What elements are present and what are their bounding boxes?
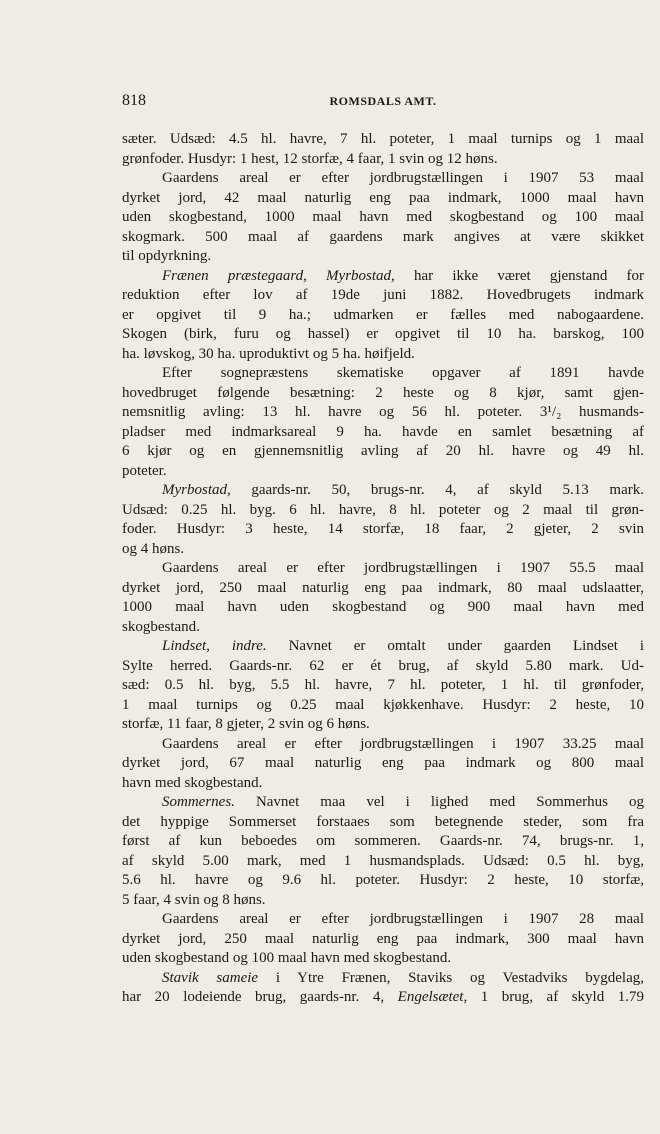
line-text: Gaardens areal er efter jordbrugstællingen i 1907 33.25 maal (162, 735, 644, 752)
line-text: grønfoder. Husdyr: 1 hest, 12 storfæ, 4 faar, 1 svin og 12 høns. (122, 150, 498, 167)
text-line (122, 228, 644, 248)
text-line (122, 208, 644, 228)
line-text: foder. Husdyr: 3 heste, 14 storfæ, 18 faar, 2 gjeter, 2 svin (122, 521, 644, 537)
text-line (122, 306, 644, 326)
line-text: storfæ, 11 faar, 8 gjeter, 2 svin og 6 høns. (122, 716, 370, 732)
line-text: poteter. (122, 462, 167, 479)
text-line (122, 403, 644, 423)
page-body-text (122, 130, 644, 1008)
line-text: nemsnitlig avling: 13 hl. havre og 56 hl. poteter. 3¹/₂ husmands- (122, 404, 644, 420)
text-line (122, 559, 644, 579)
page-number: 818 (122, 92, 146, 109)
text-line (122, 520, 644, 540)
text-line (122, 891, 644, 911)
line-text: hovedbruget følgende besætning: 2 heste og 8 kjør, samt gjen- (122, 384, 644, 401)
line-text: Udsæd: 0.25 hl. byg. 6 hl. havre, 8 hl. poteter og 2 maal til grøn- (122, 501, 644, 518)
line-text: uden skogbestand, 1000 maal havn med skogbestand og 100 maal (122, 209, 644, 225)
text-line (122, 871, 644, 891)
text-line (122, 813, 644, 833)
line-text: Gaardens areal er efter jordbrugstællingen i 1907 53 maal (162, 170, 644, 186)
text-line (122, 832, 644, 852)
line-text: Gaardens areal er efter jordbrugstællingen i 1907 55.5 maal (162, 560, 644, 576)
text-line (122, 462, 644, 482)
italic-name: Engelsætet, (397, 989, 468, 1005)
line-text: Gaardens areal er efter jordbrugstællingen i 1907 28 maal (162, 911, 644, 927)
text-line (122, 696, 644, 716)
text-line (122, 988, 644, 1008)
text-line (122, 793, 644, 813)
line-text: skogmark. 500 maal af gaardens mark angives at være skikket (122, 228, 644, 245)
text-line (122, 657, 644, 677)
text-line (122, 247, 644, 267)
line-text: har ikke været gjenstand for (394, 267, 644, 284)
text-line (122, 364, 644, 384)
text-line (122, 442, 644, 462)
text-line (122, 501, 644, 521)
line-text: 5.6 hl. havre og 9.6 hl. poteter. Husdyr: 2 heste, 10 storfæ, (122, 872, 644, 888)
text-line (122, 384, 644, 404)
line-text: uden skogbestand og 100 maal havn med skogbestand. (122, 950, 452, 966)
text-line (122, 715, 644, 735)
text-line (122, 423, 644, 443)
line-text: 1 brug, af skyld 1.79 (467, 989, 644, 1005)
italic-name: Frænen præstegaard, Myrbostad, (162, 267, 395, 284)
text-line (122, 969, 644, 989)
text-line (122, 852, 644, 872)
page-header (122, 92, 644, 112)
line-text: og 4 høns. (122, 540, 185, 557)
text-line (122, 540, 644, 560)
line-text: ha. løvskog, 30 ha. uproduktivt og 5 ha. høifjeld. (122, 345, 415, 362)
line-text: Navnet er omtalt under gaarden Lindset i (266, 638, 644, 654)
line-text: er opgivet til 9 ha.; udmarken er fælles med nabogaardene. (122, 306, 644, 323)
text-line (122, 267, 644, 287)
text-line (122, 676, 644, 696)
line-text: dyrket jord, 67 maal naturlig eng paa indmark og 800 maal (122, 755, 644, 771)
text-line (122, 130, 644, 150)
line-text: det hyppige Sommerset forstaaes som betegnende steder, som fra (122, 813, 644, 830)
text-line (122, 345, 644, 365)
line-text: Efter sognepræstens skematiske opgaver af 1891 havde (162, 365, 644, 381)
text-line (122, 735, 644, 755)
line-text: sæd: 0.5 hl. byg, 5.5 hl. havre, 7 hl. poteter, 1 hl. til grønfoder, (122, 677, 644, 693)
text-line (122, 754, 644, 774)
line-text: af skyld 5.00 mark, med 1 husmandsplads. Udsæd: 0.5 hl. byg, (122, 852, 644, 869)
line-text: dyrket jord, 250 maal naturlig eng paa indmark, 300 maal havn (122, 930, 644, 947)
running-title: ROMSDALS AMT. (329, 94, 437, 108)
text-line (122, 949, 644, 969)
text-line (122, 286, 644, 306)
text-line (122, 618, 644, 638)
line-text: Sylte herred. Gaards-nr. 62 er ét brug, af skyld 5.80 mark. Ud- (122, 657, 644, 674)
line-text: 1 maal turnips og 0.25 maal kjøkkenhave. Husdyr: 2 heste, 10 (122, 696, 644, 713)
line-text: har 20 lodeiende brug, gaards-nr. 4, (122, 989, 398, 1005)
line-text: dyrket jord, 42 maal naturlig eng paa indmark, 1000 maal havn (122, 189, 644, 206)
text-line (122, 579, 644, 599)
text-line (122, 774, 644, 794)
text-line (122, 150, 644, 170)
line-text: pladser med indmarksareal 9 ha. havde en samlet besætning af (122, 423, 644, 440)
line-text: først af kun beboedes om sommeren. Gaards-nr. 74, brugs-nr. 1, (122, 833, 644, 849)
line-text: i Ytre Frænen, Staviks og Vestadviks bygdelag, (258, 969, 644, 986)
line-text: gaards-nr. 50, brugs-nr. 4, af skyld 5.13 mark. (230, 482, 644, 498)
line-text: 5 faar, 4 svin og 8 høns. (122, 891, 266, 908)
text-line (122, 637, 644, 657)
text-line (122, 910, 644, 930)
text-line (122, 930, 644, 950)
line-text: sæter. Udsæd: 4.5 hl. havre, 7 hl. poteter, 1 maal turnips og 1 maal (122, 131, 644, 147)
italic-name: Sommernes. (162, 794, 235, 810)
line-text: til opdyrkning. (122, 248, 212, 264)
text-line (122, 481, 644, 501)
text-line (122, 325, 644, 345)
italic-name: Lindset, indre. (162, 638, 267, 654)
line-text: Navnet maa vel i lighed med Sommerhus og (234, 794, 644, 810)
line-text: Skogen (birk, furu og hassel) er opgivet til 10 ha. barskog, 100 (122, 326, 644, 342)
text-line (122, 169, 644, 189)
text-line (122, 598, 644, 618)
line-text: dyrket jord, 250 maal naturlig eng paa indmark, 80 maal udslaatter, (122, 579, 644, 596)
line-text: reduktion efter lov af 19de juni 1882. Hovedbrugets indmark (122, 287, 644, 303)
text-line (122, 189, 644, 209)
line-text: skogbestand. (122, 618, 200, 635)
line-text: 6 kjør og en gjennemsnitlig avling af 20 hl. havre og 49 hl. (122, 443, 644, 459)
line-text: havn med skogbestand. (122, 774, 263, 791)
italic-name: Myrbostad, (162, 482, 231, 498)
italic-name: Stavik sameie (162, 969, 259, 986)
line-text: 1000 maal havn uden skogbestand og 900 maal havn med (122, 599, 644, 615)
